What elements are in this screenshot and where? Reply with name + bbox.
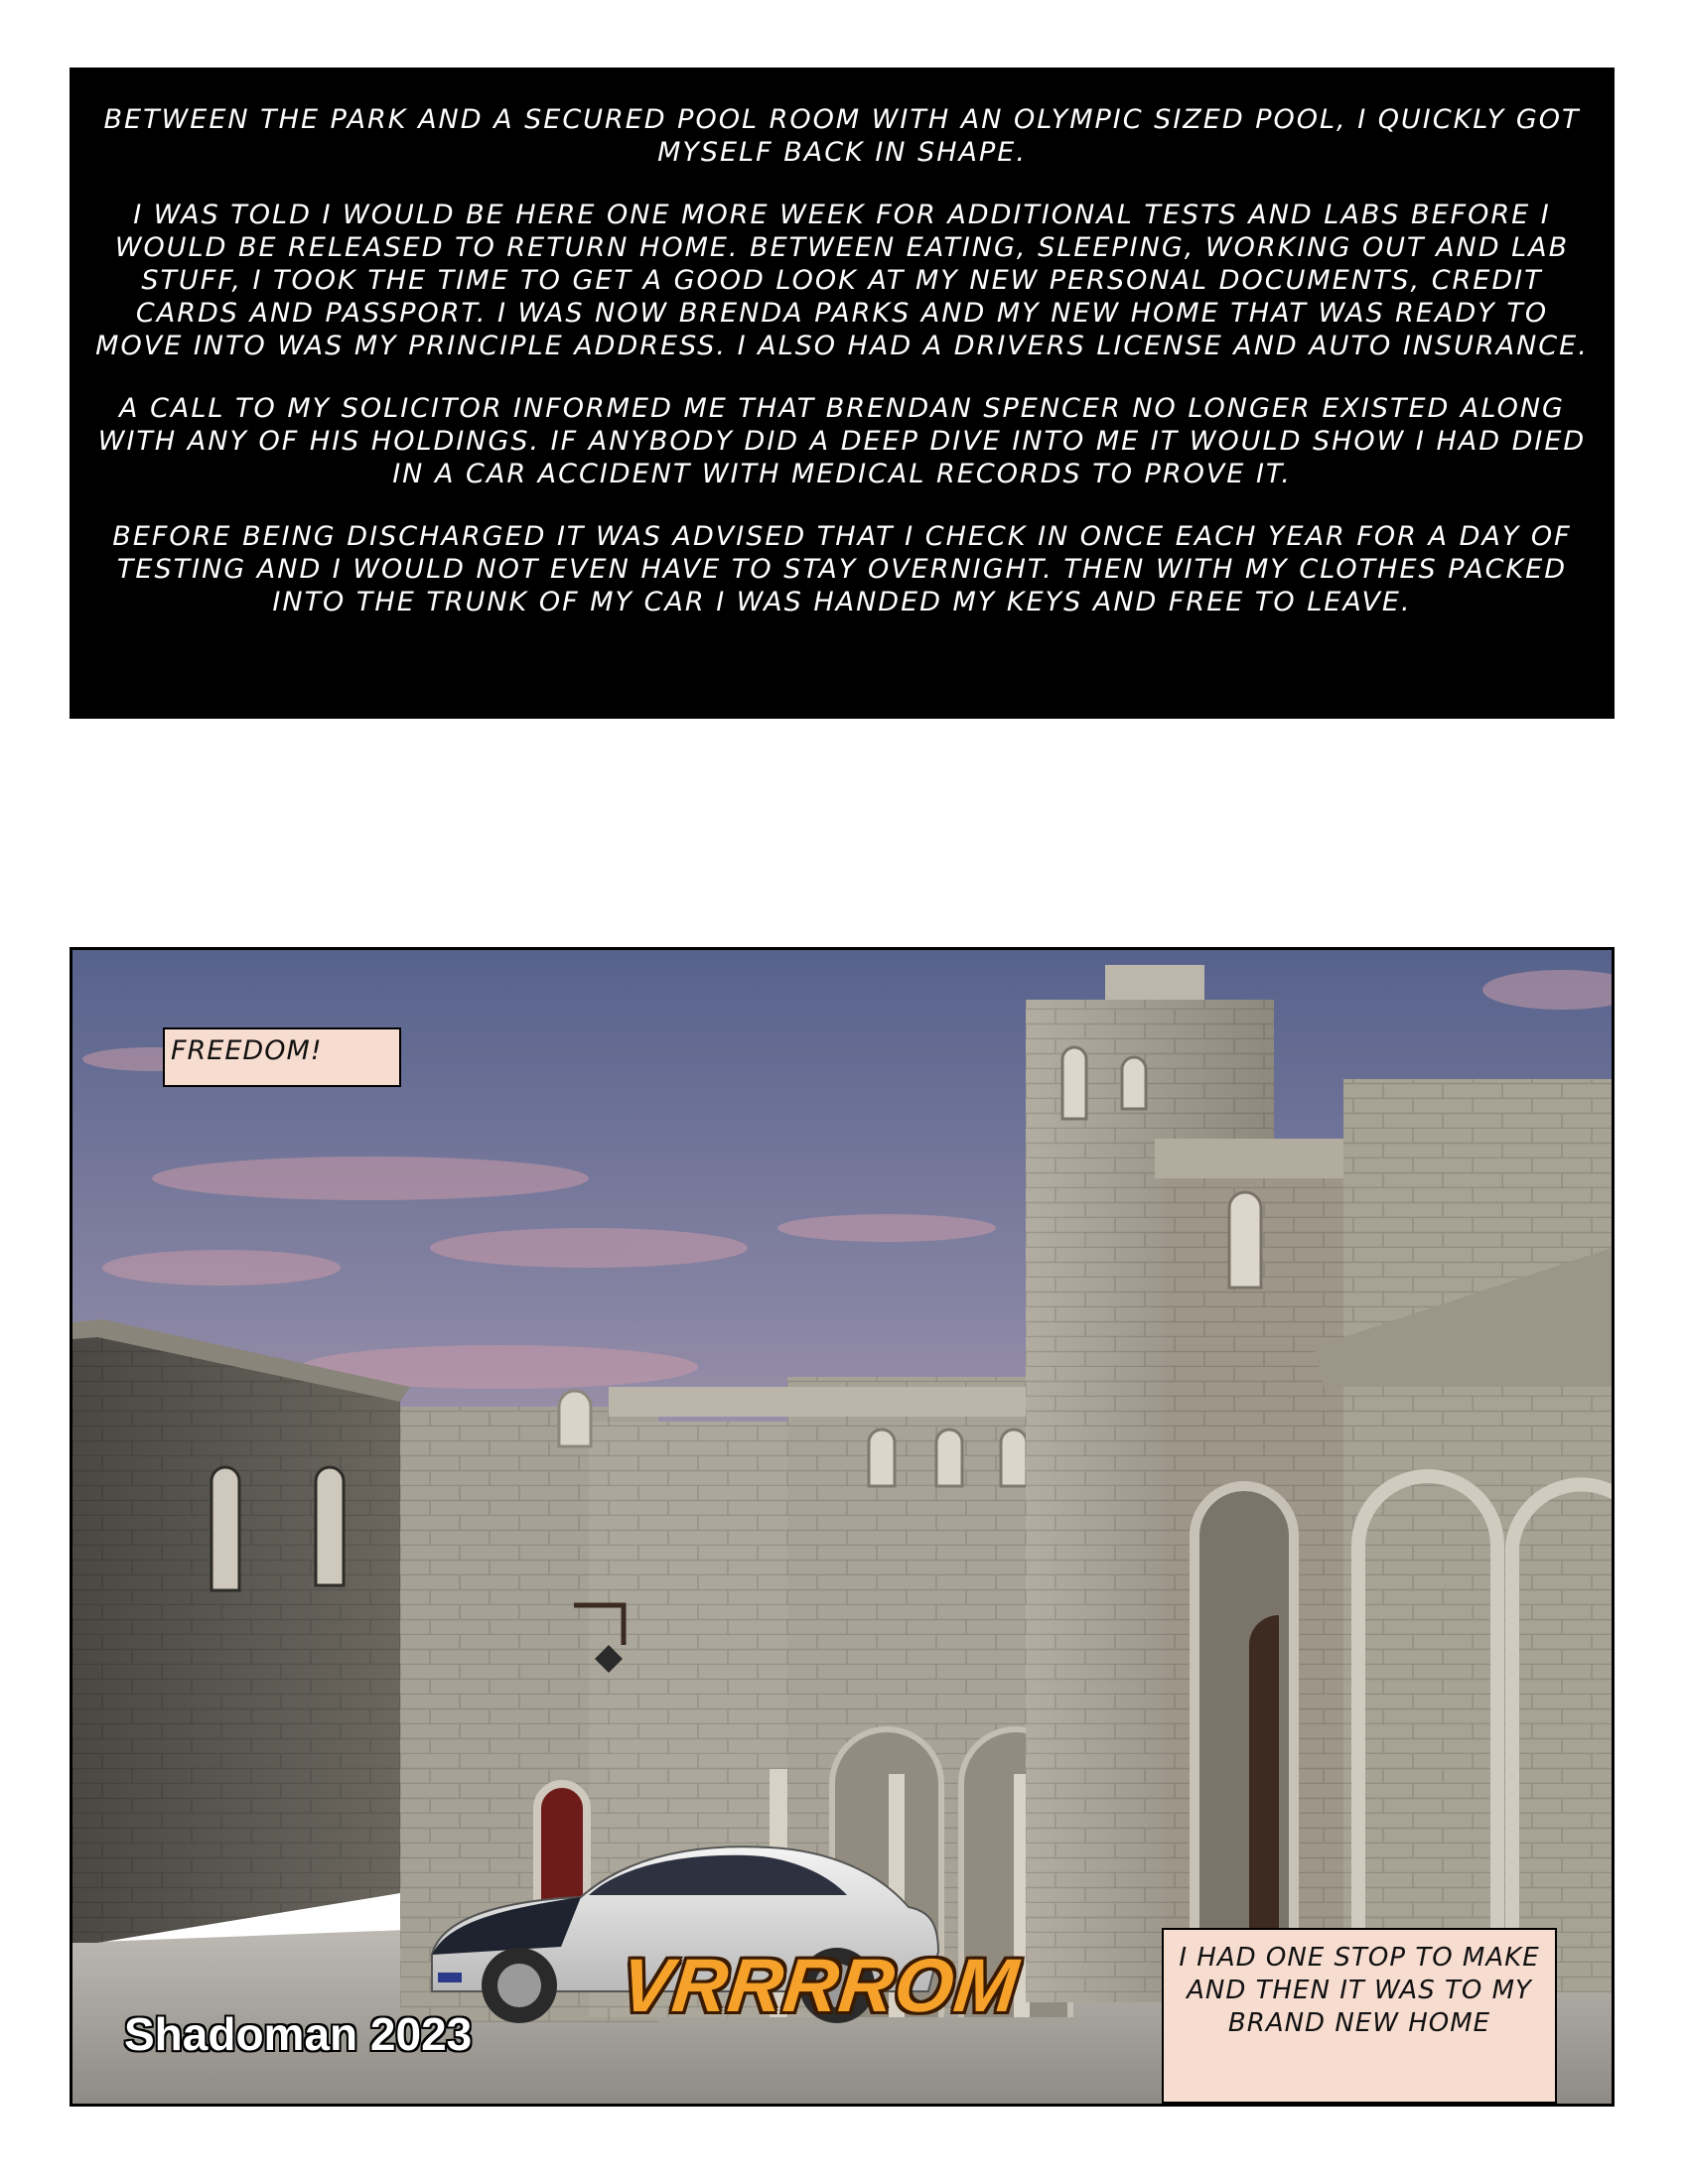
sound-effect-vrrrrom: VRRRROM (617, 1944, 1024, 2028)
courtyard-panel (70, 947, 1615, 2107)
caption-one-stop: I HAD ONE STOP TO MAKE AND THEN IT WAS TO MY BRAND NEW HOME (1162, 1928, 1557, 2104)
narration-paragraph-1: BETWEEN THE PARK AND A SECURED POOL ROOM WITH AN OLYMPIC SIZED POOL, I QUICKLY GOT MYSELF BACK IN SHAPE. (103, 104, 1581, 168)
caption-freedom: FREEDOM! (163, 1027, 401, 1087)
narration-paragraph-4: BEFORE BEING DISCHARGED IT WAS ADVISED THAT I CHECK IN ONCE EACH YEAR FOR A DAY OF TESTING AND I WOULD NOT EVEN HAVE TO STAY OVERNIGHT. THEN WITH MY CLOTHES PACKED INTO THE TRUNK OF MY CAR I WAS HANDED MY KEYS AND FREE TO LEAVE. (112, 521, 1572, 617)
artist-signature: Shadoman 2023 (124, 2008, 473, 2060)
narration-paragraph-3: A CALL TO MY SOLICITOR INFORMED ME THAT BRENDAN SPENCER NO LONGER EXISTED ALONG WITH ANY OF HIS HOLDINGS. IF ANYBODY DID A DEEP DIVE INTO ME IT WOULD SHOW I HAD DIED IN A CAR ACCIDENT WITH MEDICAL RECORDS TO PROVE IT. (97, 393, 1587, 489)
narration-paragraph-2: I WAS TOLD I WOULD BE HERE ONE MORE WEEK FOR ADDITIONAL TESTS AND LABS BEFORE I WOULD BE RELEASED TO RETURN HOME. BETWEEN EATING, SLEEPING, WORKING OUT AND LAB STUFF, I TOOK THE TIME TO GET A GOOD LOOK AT MY NEW PERSONAL DOCUMENTS, CREDIT CARDS AND PASSPORT. I WAS NOW BRENDA PARKS AND MY NEW HOME THAT WAS READY TO MOVE INTO WAS MY PRINCIPLE ADDRESS. I ALSO HAD A DRIVERS LICENSE AND AUTO INSURANCE. (95, 200, 1589, 361)
narration-box (70, 68, 1615, 719)
